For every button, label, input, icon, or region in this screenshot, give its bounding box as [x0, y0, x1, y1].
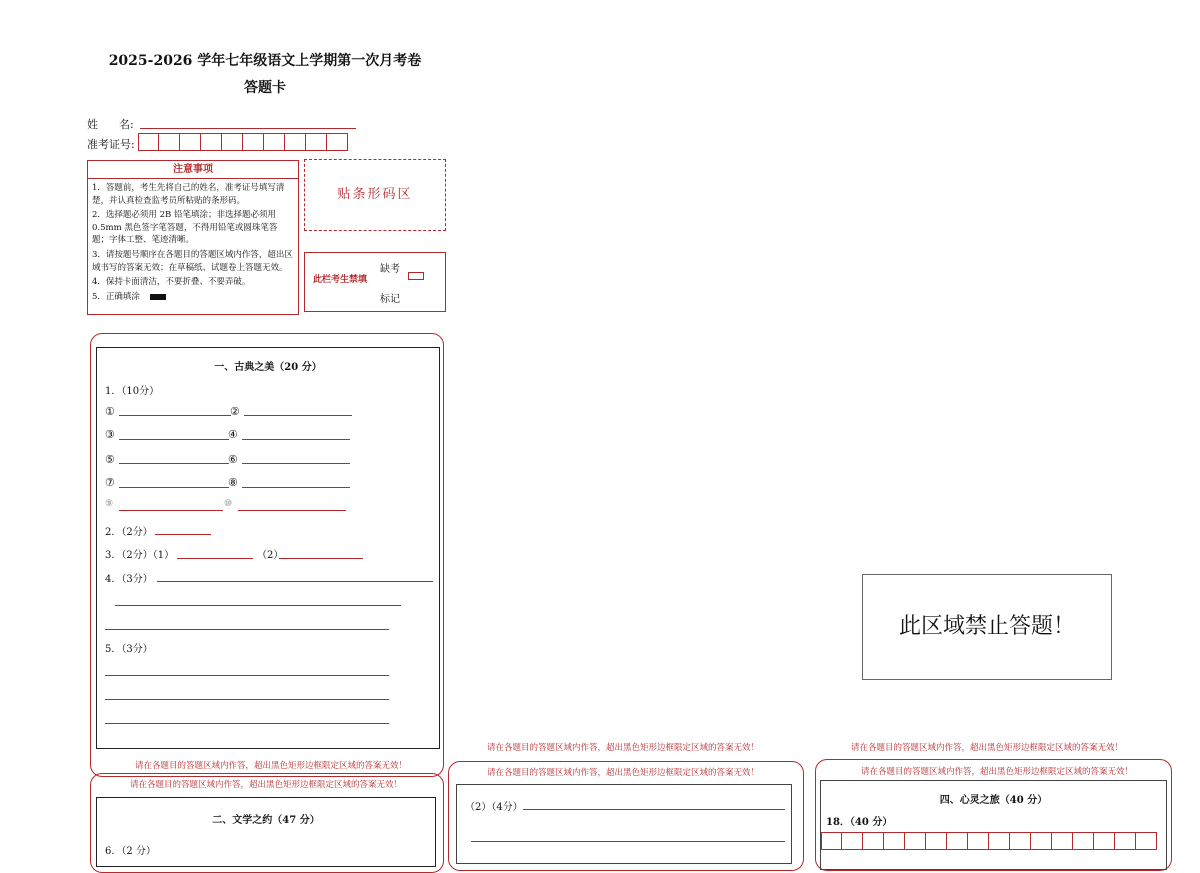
section1-answer-area: [96, 347, 440, 749]
answer-line-10[interactable]: [238, 510, 346, 511]
q4-label: 4．（3分）: [105, 574, 153, 585]
q2-label: 2．（2分）: [105, 527, 153, 538]
warning-right-top: 请在各题目的答题区域内作答，超出黑色矩形边框限定区域的答案无效！: [850, 743, 1123, 753]
q-part-label: （2）（4分）: [465, 802, 523, 813]
circle-1: ①: [105, 405, 115, 418]
q5-answer-line-1[interactable]: [105, 675, 389, 676]
notice-item-5: 5．正确填涂: [92, 291, 140, 302]
notice-item-2: 2．选择题必须用 2B 铅笔填涂；非选择题必须用 0.5mm 黑色签字笔答题，不得用铅笔或圆珠笔答题；字体工整、笔迹清晰。: [92, 210, 278, 246]
warning-middle: 请在各题目的答题区域内作答，超出黑色矩形边框限定区域的答案无效！: [486, 768, 759, 778]
warning-right: 请在各题目的答题区域内作答，超出黑色矩形边框限定区域的答案无效！: [860, 767, 1133, 777]
q3-answer-line-2[interactable]: [279, 558, 363, 559]
answer-line-1[interactable]: [119, 415, 231, 416]
q2-answer-line[interactable]: [155, 534, 211, 535]
q5-label: 5．（3分）: [105, 644, 153, 655]
exam-id-label: 准考证号:: [87, 138, 135, 151]
middle-answer-area: [456, 784, 792, 864]
absent-label-top: 缺考: [380, 264, 400, 275]
essay-grid[interactable]: [821, 832, 1157, 850]
filled-sample-mark: [150, 294, 166, 300]
section4-answer-area: [820, 780, 1167, 870]
notice-item-3: 3．请按题号顺序在各题目的答题区域内作答，超出区域书写的答案无效；在草稿纸、试题卷上答题无效。: [92, 249, 293, 273]
circle-8: ⑧: [228, 476, 238, 489]
q6-label: 6．（2 分）: [105, 846, 156, 857]
exam-subtitle: 答题卡: [244, 80, 286, 96]
warning-middle-top: 请在各题目的答题区域内作答，超出黑色矩形边框限定区域的答案无效！: [486, 743, 759, 753]
middle-answer-line-1[interactable]: [523, 809, 785, 810]
absent-note: 此栏考生禁填: [313, 275, 368, 285]
warning-section1: 请在各题目的答题区域内作答，超出黑色矩形边框限定区域的答案无效！: [134, 761, 407, 771]
q18-label: 18．（40 分）: [826, 817, 893, 828]
circle-3: ③: [105, 428, 115, 441]
circle-7: ⑦: [105, 476, 115, 489]
notice-item-4: 4．保持卡面清洁，不要折叠、不要弄破。: [92, 277, 251, 288]
absent-label-bottom: 标记: [380, 294, 400, 305]
exam-title: 2025-2026 学年七年级语文上学期第一次月考卷: [108, 53, 422, 69]
name-field[interactable]: [140, 128, 356, 129]
section2-title: 二、文学之约（47 分）: [212, 815, 320, 826]
answer-line-5[interactable]: [119, 463, 229, 464]
section1-title: 一、古典之美（20 分）: [214, 362, 322, 373]
answer-line-7[interactable]: [119, 487, 229, 488]
answer-line-2[interactable]: [244, 415, 352, 416]
q3-label: 3．（2分）（1）: [105, 550, 175, 561]
notice-title: 注意事项: [88, 161, 298, 179]
q1-label: 1．（10分）: [105, 386, 160, 397]
q4-answer-line-3[interactable]: [105, 629, 389, 630]
circle-5: ⑤: [105, 453, 115, 466]
circle-6: ⑥: [228, 453, 238, 466]
notice-item-1: 1．答题前，考生先将自己的姓名，准考证号填写清楚，并认真检查监考员所粘贴的条形码。: [92, 183, 285, 206]
section2-answer-area: [96, 797, 436, 867]
q5-answer-line-3[interactable]: [105, 723, 389, 724]
absent-mark-box: [304, 252, 446, 312]
circle-2: ②: [230, 405, 240, 418]
circle-10: ⑩: [224, 499, 233, 509]
answer-line-9[interactable]: [119, 510, 223, 511]
q5-answer-line-2[interactable]: [105, 699, 389, 700]
circle-9: ⑨: [105, 499, 114, 509]
answer-line-6[interactable]: [242, 463, 350, 464]
middle-answer-line-2[interactable]: [471, 841, 785, 842]
circle-4: ④: [228, 428, 238, 441]
answer-line-4[interactable]: [242, 439, 350, 440]
answer-line-3[interactable]: [119, 439, 229, 440]
notice-box: [87, 160, 299, 315]
exam-id-boxes[interactable]: [138, 133, 348, 151]
q3b-label: （2）: [257, 550, 284, 561]
name-label: 姓 名:: [87, 118, 134, 131]
q4-answer-line-2[interactable]: [115, 605, 401, 606]
warning-section2: 请在各题目的答题区域内作答，超出黑色矩形边框限定区域的答案无效！: [129, 780, 402, 790]
section4-title: 四、心灵之旅（40 分）: [939, 795, 1048, 806]
q4-answer-line-1[interactable]: [157, 581, 433, 582]
absent-checkbox[interactable]: [408, 272, 424, 280]
answer-line-8[interactable]: [242, 487, 350, 488]
barcode-area: 贴条形码区: [304, 159, 446, 231]
q3-answer-line-1[interactable]: [177, 558, 253, 559]
forbidden-area: 此区域禁止答题！: [862, 574, 1112, 680]
